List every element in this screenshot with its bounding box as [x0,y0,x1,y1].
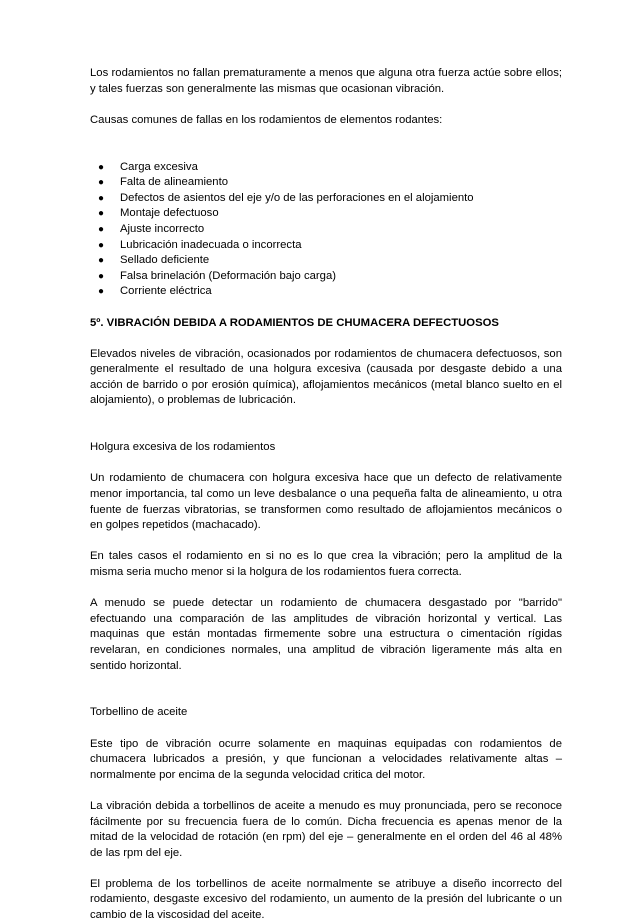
subsection-heading-torbellino: Torbellino de aceite [90,706,188,719]
section-paragraph: Elevados niveles de vibración, ocasionados por rodamientos de chumacera defectuosos, son generalmente el resultado de una holgura excesiva (causada por desgaste debido a una acción de barrido o por erosión química), aflojamientos mecánicos (metal blanco suelto en el alojamiento), o problemas de lubricación. [90,347,562,407]
intro-paragraph-1: Los rodamientos no fallan prematuramente a menos que alguna otra fuerza actúe sobre ellos; y tales fuerzas son generalmente las mismas que ocasionan vibración. [90,67,562,95]
list-item: ● Carga excesiva [90,160,562,176]
bullet-icon: ● [98,177,105,189]
list-item: ● Lubricación inadecuada o incorrecta [90,238,562,254]
bullet-icon: ● [98,192,105,204]
spacer [90,861,562,877]
spacer [90,674,562,705]
list-item: ● Ajuste incorrecto [90,222,562,238]
causes-list [90,160,562,300]
spacer [90,128,562,159]
bullet-icon: ● [98,286,105,298]
torbellino-paragraph-1: Este tipo de vibración ocurre solamente en maquinas equipadas con rodamientos de chumacera lubricados a presión, y que funcionan a velocidades relativamente altas – normalmente por encima de la segunda velocidad critica del motor. [90,737,562,781]
bullet-icon: ● [98,270,105,282]
spacer [90,300,562,316]
spacer [90,456,562,472]
list-item: ● Falta de alineamiento [90,175,562,191]
subsection-heading-holgura: Holgura excesiva de los rodamientos [90,441,276,454]
holgura-paragraph-1: Un rodamiento de chumacera con holgura excesiva hace que un defecto de relativamente menor importancia, tal como un leve desbalance o una pequeña falta de alineamiento, u otra fuente de fuerzas vibratorias, se transformen como resultado de aflojamientos mecánicos o en golpes repetidos (machacado). [90,472,562,532]
spacer [90,97,562,113]
spacer [90,534,562,550]
document-page [90,66,562,924]
holgura-paragraph-2: En tales casos el rodamiento en si no es lo que crea la vibración; pero la amplitud de la misma seria mucho menor si la holgura de los rodamientos fuera correcta. [90,550,562,578]
bullet-icon: ● [98,255,105,267]
spacer [90,721,562,737]
bullet-icon: ● [98,161,105,173]
spacer [90,331,562,347]
bullet-icon: ● [98,208,105,220]
list-item: ● Defectos de asientos del eje y/o de las perforaciones en el alojamiento [90,191,562,207]
torbellino-paragraph-3: El problema de los torbellinos de aceite normalmente se atribuye a diseño incorrecto del rodamiento, desgaste excesivo del rodamiento, un aumento de la presión del lubricante o un cambio de la viscosidad del aceite. [90,877,562,922]
bullet-icon: ● [98,223,105,235]
section-title: 5º. VIBRACIÓN DEBIDA A RODAMIENTOS DE CHUMACERA DEFECTUOSOS [90,316,499,329]
spacer [90,581,562,597]
list-item: ● Falsa brinelación (Deformación bajo carga) [90,269,562,285]
torbellino-paragraph-2: La vibración debida a torbellinos de aceite a menudo es muy pronunciada, pero se reconoce fácilmente por su frecuencia fuera de lo común. Dicha frecuencia es apenas menor de la mitad de la velocidad de rotación (en rpm) del eje – generalmente en el orden del 46 al 48% de las rpm del eje. [90,799,562,859]
list-item: ● Montaje defectuoso [90,206,562,222]
bullet-icon: ● [98,239,105,251]
spacer [90,783,562,799]
spacer [90,409,562,440]
holgura-paragraph-3: A menudo se puede detectar un rodamiento de chumacera desgastado por "barrido" efectuando una comparación de las amplitudes de vibración horizontal y vertical. Las maquinas que están montadas firmemente sobre una estructura o cimentación rígidas revelaran, en condiciones normales, una amplitud de vibración ligeramente más alta en sentido horizontal. [90,597,562,672]
list-item: ● Sellado deficiente [90,253,562,269]
intro-paragraph-2: Causas comunes de fallas en los rodamientos de elementos rodantes: [90,113,443,126]
list-item: ● Corriente eléctrica [90,284,562,300]
